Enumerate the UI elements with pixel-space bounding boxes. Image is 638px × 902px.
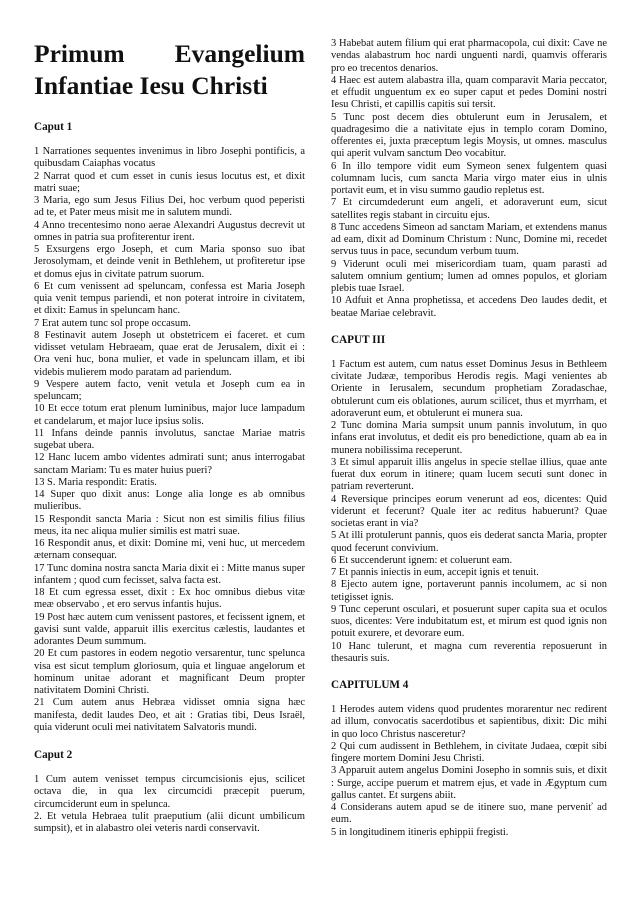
verse-paragraph: 6 Et succenderunt ignem: et coluerunt eam. xyxy=(331,554,513,566)
right-column xyxy=(331,38,607,839)
verse-paragraph: 3 Apparuit autem angelus Domini Josepho in somnis suis, et dixit : Surge, accipe puerum et matrem ejus, et vade in Ægyptum cum gallus cantet. Et surgens abiit. xyxy=(331,765,607,801)
caput-2-heading: Caput 2 xyxy=(34,749,73,761)
verse-paragraph: 1 Cum autem venisset tempus circumcisionis ejus, scilicet octava die, in qua lex circumcidi præcepit puerum, circumciderunt eum in spelunca. xyxy=(34,774,305,810)
verse-paragraph: 1 Herodes autem videns quod prudentes morarentur nec redirent ad illum, convocatis sacerdotibus et sapientibus, dixit: Dic mihi in quo loco Christus nasceretur? xyxy=(331,704,607,740)
verse-paragraph: 3 Et simul apparuit illis angelus in specie stellae illius, quae ante fuerat dux eorum in itinere; quam lucem secuti sunt donec in patriam reverterunt. xyxy=(331,456,607,493)
verse-paragraph: 2 Qui cum audissent in Bethlehem, in civitate Judaea, cœpit sibi fingere mortem Domini Jesu Christi. xyxy=(331,740,607,764)
verse-paragraph: 4 Anno trecentesimo nono aerae Alexandri Augustus decrevit ut omnes in patria sua profiterentur irent. xyxy=(34,219,305,243)
verse-paragraph: 19 Post hæc autem cum venissent pastores, et fecissent ignem, et gavisi sunt valde, apparuit illis exercitus cælestis, laudantes et adorantes Deum summum. xyxy=(34,611,305,647)
verse-paragraph: 21 Cum autem anus Hebræa vidisset omnia signa hæc manifesta, dedit laudes Deo, et ait : Gratias tibi, Deus Israël, quia viderunt oculi mei nativitatem Salvatoris mundi. xyxy=(34,697,305,733)
verse-paragraph: 12 Hanc lucem ambo videntes admirati sunt; anus interrogabat sanctam Mariam: Tu es mater huius pueri? xyxy=(34,452,305,476)
caput-2-text xyxy=(34,774,305,835)
verse-paragraph: 14 Super quo dixit anus: Longe alia longe es ab omnibus mulieribus. xyxy=(34,489,305,513)
verse-paragraph: 9 Viderunt oculi mei misericordiam tuam, quam parasti ad salutem omnium gentium; lumen ad omnes populos, et gloriam plebis tuae Israel. xyxy=(331,258,607,294)
verse-paragraph: 1 Factum est autem, cum natus esset Dominus Jesus in Bethleem civitate Judææ, temporibus Herodis regis. Magi venientes ab Oriente in Ierusalem, secundum prophetiam Zoradaschae, obtulerunt cum eis oblationes, aurum scilicet, thus et myrrham, et adoraverunt eum, et obtulerunt ei munera sua. xyxy=(331,358,607,419)
verse-paragraph: 7 Et pannis iniectis in eum, accepit ignis et tenuit. xyxy=(331,567,539,578)
verse-paragraph: 4 Reversique principes eorum venerunt ad eos, dicentes: Quid viderunt et fecerunt? Quale iter ac reditus habuerunt? Quae societas erant in via? xyxy=(331,493,607,529)
verse-paragraph: 4 Haec est autem alabastra illa, quam comparavit Maria peccator, et effudit unguentum ex eo super caput et pedes Domini nostri Iesu Christi, et capillis capitis sui tersit. xyxy=(331,74,607,111)
verse-paragraph: 2 Narrat quod et cum esset in cunis iesus locutus est, et dixit matri suae; xyxy=(34,170,305,194)
verse-paragraph: 16 Respondit anus, et dixit: Domine mi, veni huc, ut mercedem æternam consequar. xyxy=(34,538,305,562)
verse-paragraph: 9 Tunc ceperunt osculari, et posuerunt super capita sua et oculos suos, dicentes: Vere indubitatum est, et mirum est quod ignis non potuit exurere, et devorare eum. xyxy=(331,603,607,640)
left-column xyxy=(34,38,305,835)
verse-paragraph: 9 Vespere autem facto, venit vetula et Joseph cum ea in speluncam; xyxy=(34,378,305,402)
caput-3-text xyxy=(331,359,607,665)
caput-2-text-continued xyxy=(331,38,607,320)
verse-paragraph: 11 Infans deinde pannis involutus, sanctae Mariae matris sugebat ubera. xyxy=(34,427,305,451)
verse-paragraph: 18 Et cum egressa esset, dixit : Ex hoc omnibus diebus vitæ meæ observabo , et ero servus infantis hujus. xyxy=(34,587,305,611)
caput-4-heading: CAPITULUM 4 xyxy=(331,679,409,691)
verse-paragraph: 17 Tunc domina nostra sancta Maria dixit ei : Mitte manus super infantem ; quod cum fecisset, salva facta est. xyxy=(34,562,305,586)
verse-paragraph: 5 in longitudinem itineris ephippii fregisti. xyxy=(331,826,509,838)
caput-3-heading: CAPUT III xyxy=(331,333,386,346)
verse-paragraph: 3 Habebat autem filium qui erat pharmacopola, cui dixit: Cave ne vendas alabastrum hoc nardi unguenti nardi, quamvis offeraris pro eo trecentos denarios. xyxy=(331,38,607,74)
verse-paragraph: 5 Exsurgens ergo Joseph, et cum Maria sponso suo ibat Jerosolymam, et deinde venit in Bethlehem, ut profiteretur ipse et domus ejus in civitate patrum suorum. xyxy=(34,244,305,280)
verse-paragraph: 2 Tunc domina Maria sumpsit unum pannis involutum, in quo infans erat involutus, et dedit eis pro benedictione, quam ab ea in munera nobilissima receperunt. xyxy=(331,420,607,456)
verse-paragraph: 1 Narrationes sequentes invenimus in libro Josephi pontificis, a quibusdam Caiaphas vocatus xyxy=(34,146,305,170)
verse-paragraph: 8 Tunc accedens Simeon ad sanctam Mariam, et extendens manus ad eam, dixit ad Dominum Christum : Nunc, Domine mi, recedet servus tuus in pace, secundum verbum tuum. xyxy=(331,221,607,258)
document-title xyxy=(34,38,305,102)
verse-paragraph: 15 Respondit sancta Maria : Sicut non est similis filius filius meus, ita nec aliqua mulier similis est matri suae. xyxy=(34,513,305,537)
verse-paragraph: 8 Ejecto autem igne, portaverunt pannis incolumem, ac si non tetigisset ignis. xyxy=(331,579,607,603)
verse-paragraph: 13 S. Maria respondit: Eratis. xyxy=(34,476,157,488)
caput-1-heading: Caput 1 xyxy=(34,121,73,133)
title-line-1: Primum Evangelium xyxy=(34,39,305,68)
verse-paragraph: 6 Et cum venissent ad speluncam, confessa est Maria Joseph quia venit tempus pariendi, et non poterat introire in civitatem, et dixit: Eamus in speluncam hanc. xyxy=(34,280,305,317)
verse-paragraph: 2. Et vetula Hebraea tulit praeputium (alii dicunt umbilicum sumpsit), et in alabastro olei veteris nardi conservavit. xyxy=(34,810,305,834)
caput-4-text xyxy=(331,704,607,839)
verse-paragraph: 20 Et cum pastores in eodem negotio versarentur, tunc spelunca visa est sicut templum gloriosum, quia et linguae angelorum et hominum unitae adorant et magnificant Deum propter nativitatem Domini Christi. xyxy=(34,648,305,696)
title-line-2: Infantiae Iesu Christi xyxy=(34,71,268,100)
verse-paragraph: 10 Et ecce totum erat plenum luminibus, major luce lampadum et candelarum, et major luce ipsius solis. xyxy=(34,403,305,427)
verse-paragraph: 5 At illi protulerunt pannis, quos eis dederat sancta Maria, propter quod fecerunt convivium. xyxy=(331,530,607,554)
verse-paragraph: 3 Maria, ego sum Jesus Filius Dei, hoc verbum quod peperisti ad te, et Pater meus misit me in salutem mundi. xyxy=(34,195,305,219)
verse-paragraph: 7 Erat autem tunc sol prope occasum. xyxy=(34,317,191,329)
verse-paragraph: 5 Tunc post decem dies obtulerunt eum in Jerusalem, et quadragesimo die a nativitate ejus in templo coram Domino, offerentes ei, juxta præceptum legis Moysis, ut omnes. masculus qui aperit vulvam sanctum Deo vocabitur. xyxy=(331,111,607,160)
verse-paragraph: 10 Adfuit et Anna prophetissa, et accedens Deo laudes dedit, et beatae Mariae celebravit. xyxy=(331,295,607,319)
verse-paragraph: 8 Festinavit autem Joseph ut obstetricem ei faceret. et cum vidisset vetulam Hebraeam, quae erat de Jerusalem, dixit ei : Ora veni huc, bona mulier, et vade in speluncam illam, et ibi videbis mulierem modo paratam ad pariendum. xyxy=(34,329,305,378)
verse-paragraph: 7 Et circumdederunt eum angeli, et adoraverunt eum, sicut satellites regis stabant in circuitu ejus. xyxy=(331,197,607,221)
verse-paragraph: 6 In illo tempore vidit eum Symeon senex fulgentem quasi columnam lucis, cum sancta Maria virgo mater eius in ulnis portavit eum, et in visu summo gaudio repletus est. xyxy=(331,160,607,196)
verse-paragraph: 10 Hanc tulerunt, et magna cum reverentia reposuerunt in thesauris suis. xyxy=(331,640,607,664)
verse-paragraph: 4 Considerans autem apud se de itinere suo, mane perveniť ad eum. xyxy=(331,802,607,826)
caput-1-text xyxy=(34,146,305,734)
